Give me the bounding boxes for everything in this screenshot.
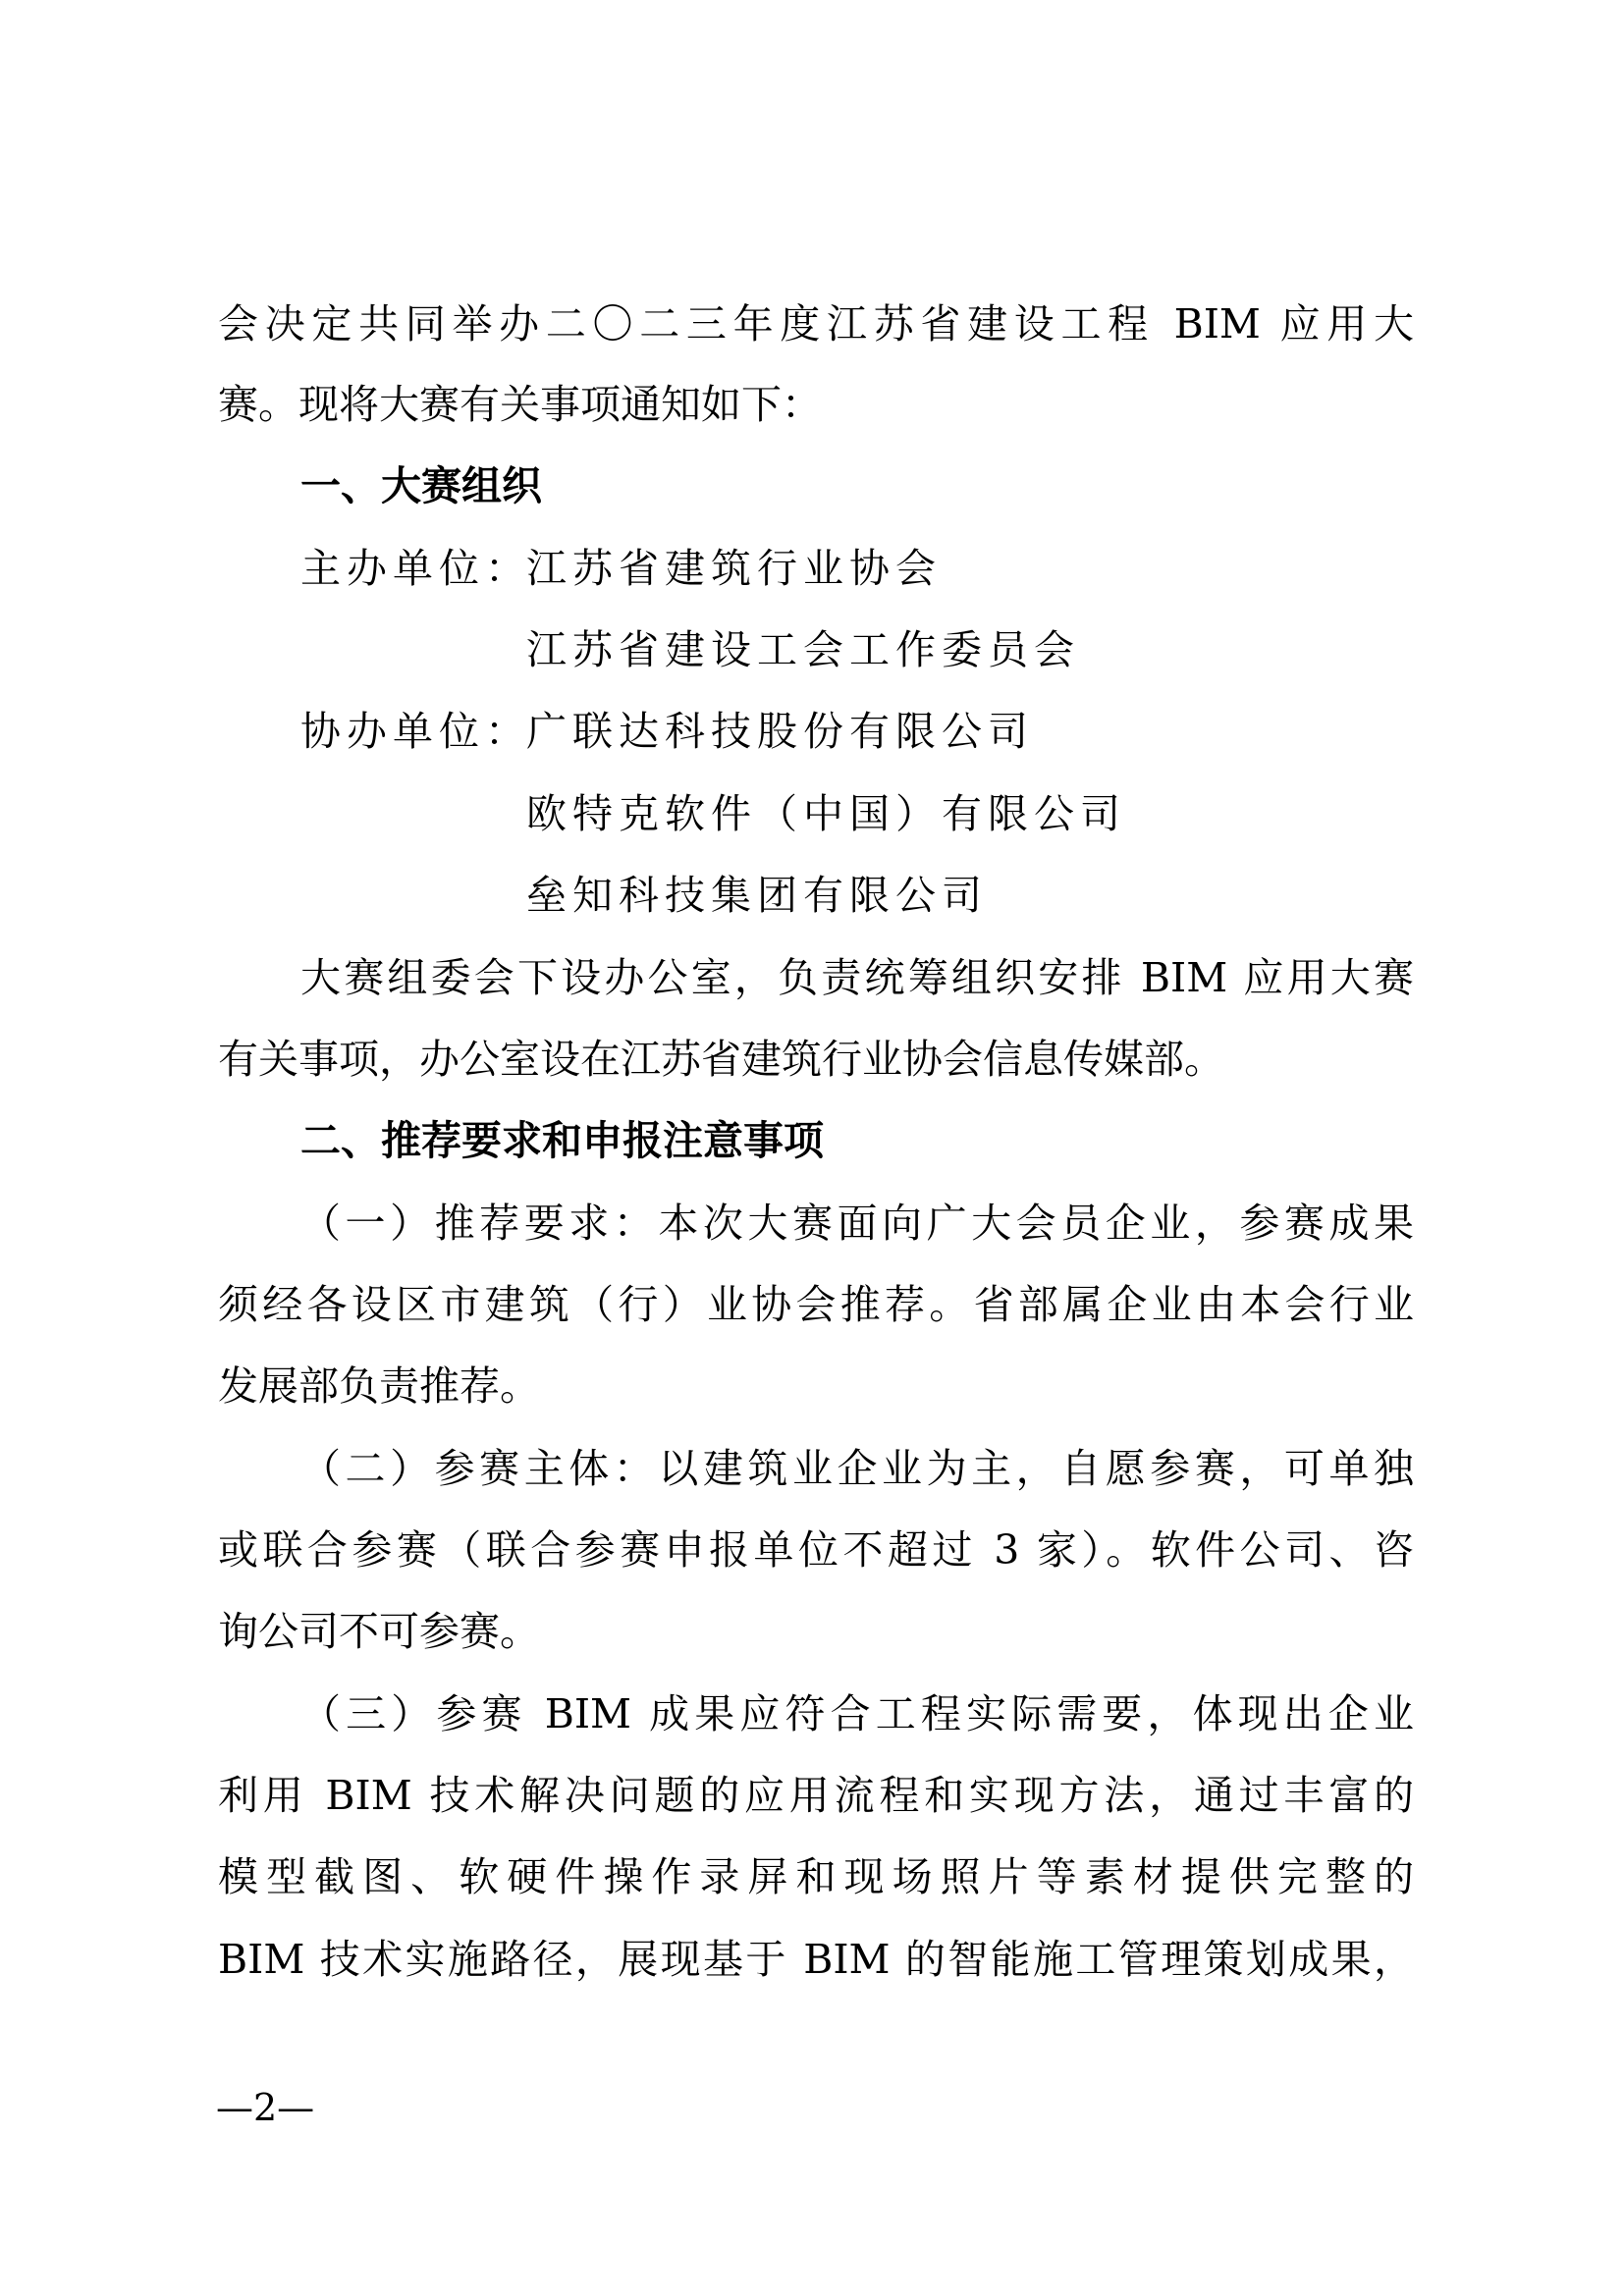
office-line-2: 有关事项，办公室设在江苏省建筑行业协会信息传媒部。: [218, 1036, 1224, 1083]
para-3-line-2: 利用 BIM 技术解决问题的应用流程和实现方法，通过丰富的: [218, 1772, 1414, 1819]
section-2-title: 二、推荐要求和申报注意事项: [300, 1117, 824, 1164]
para-1-line-1: （一）推荐要求：本次大赛面向广大会员企业，参赛成果: [300, 1200, 1414, 1247]
cohost-unit-1: 广联达科技股份有限公司: [526, 708, 1034, 755]
office-line-1: 大赛组委会下设办公室，负责统筹组织安排 BIM 应用大赛: [300, 954, 1414, 1001]
intro-line-2: 赛。现将大赛有关事项通知如下：: [218, 381, 822, 428]
host-unit-2: 江苏省建设工会工作委员会: [526, 626, 1080, 673]
para-2-line-1: （二）参赛主体：以建筑业企业为主，自愿参赛，可单独: [300, 1445, 1414, 1492]
cohost-label: 协办单位：: [300, 708, 531, 755]
section-1-title: 一、大赛组织: [300, 462, 542, 509]
para-2-line-2: 或联合参赛（联合参赛申报单位不超过 3 家）。软件公司、咨: [218, 1526, 1414, 1574]
para-1-line-2: 须经各设区市建筑（行）业协会推荐。省部属企业由本会行业: [218, 1281, 1414, 1328]
host-unit-1: 江苏省建筑行业协会: [526, 545, 942, 592]
intro-line-1: 会决定共同举办二〇二三年度江苏省建设工程 BIM 应用大: [218, 300, 1414, 347]
para-3-line-1: （三）参赛 BIM 成果应符合工程实际需要，体现出企业: [300, 1690, 1414, 1737]
para-1-line-3: 发展部负责推荐。: [218, 1362, 540, 1410]
para-3-line-3: 模型截图、软硬件操作录屏和现场照片等素材提供完整的: [218, 1853, 1414, 1900]
para-2-line-3: 询公司不可参赛。: [218, 1608, 540, 1655]
host-label: 主办单位：: [300, 545, 531, 592]
cohost-unit-3: 垒知科技集团有限公司: [526, 872, 988, 919]
cohost-unit-2: 欧特克软件（中国）有限公司: [526, 790, 1126, 837]
para-3-line-4: BIM 技术实施路径，展现基于 BIM 的智能施工管理策划成果，: [218, 1936, 1414, 1983]
page-number: —2—: [216, 2086, 315, 2129]
